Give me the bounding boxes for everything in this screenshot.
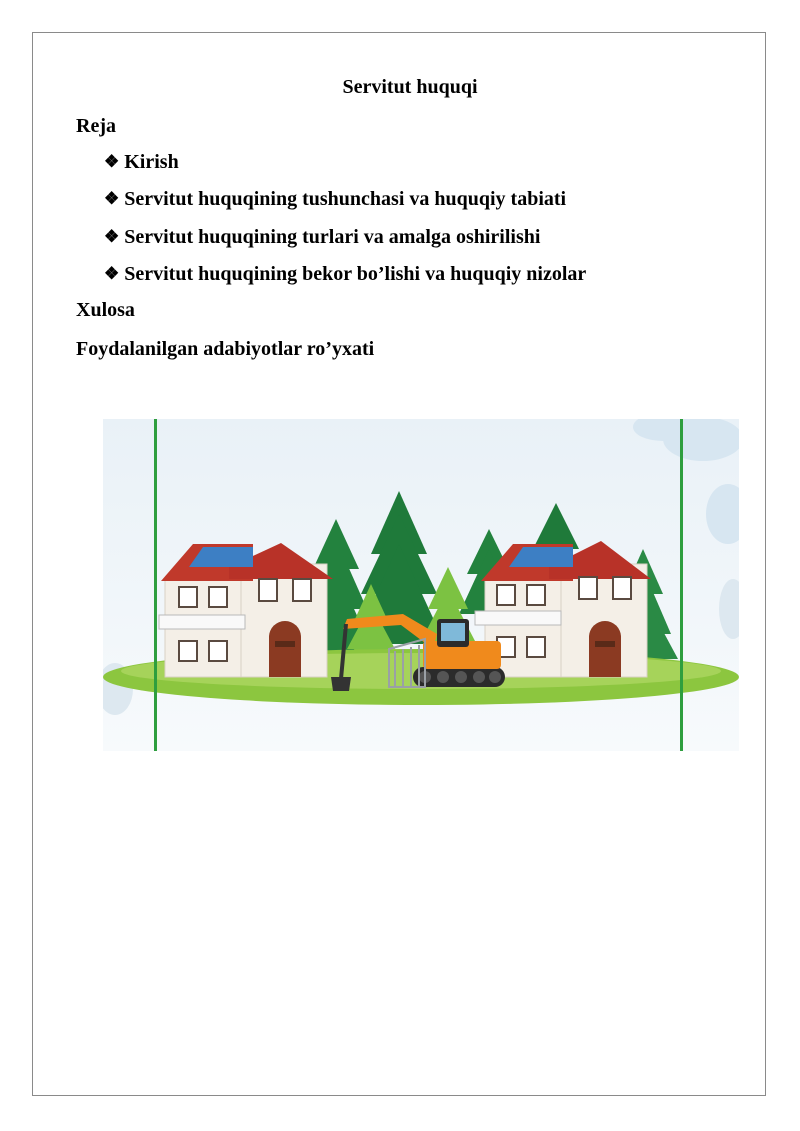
plan-item-label: Kirish — [124, 151, 179, 173]
plan-item-label: Servitut huquqining turlari va amalga oshirilishi — [124, 226, 541, 248]
diamond-bullet-icon: ❖ — [104, 227, 120, 246]
plan-item-label: Servitut huquqining bekor bo’lishi va huquqiy nizolar — [124, 263, 587, 285]
references-heading: Foydalanilgan adabiyotlar ro’yxati — [76, 338, 375, 360]
plan-item-label: Servitut huquqining tushunchasi va huquqiy tabiati — [124, 188, 567, 210]
plan-item — [104, 263, 586, 286]
conclusion-heading: Xulosa — [76, 299, 135, 321]
plan-heading: Reja — [76, 115, 116, 137]
diamond-bullet-icon: ❖ — [104, 152, 120, 171]
document-title: Servitut huquqi — [342, 76, 478, 98]
house-left — [159, 543, 333, 677]
plan-item — [104, 188, 566, 211]
plan-item — [104, 226, 540, 249]
frame-line-right — [680, 419, 683, 751]
plan-item — [104, 151, 179, 174]
diamond-bullet-icon: ❖ — [104, 264, 120, 283]
house-right — [475, 541, 651, 677]
frame-line-left — [154, 419, 157, 751]
diamond-bullet-icon: ❖ — [104, 189, 120, 208]
houses-excavator-illustration — [103, 419, 739, 751]
